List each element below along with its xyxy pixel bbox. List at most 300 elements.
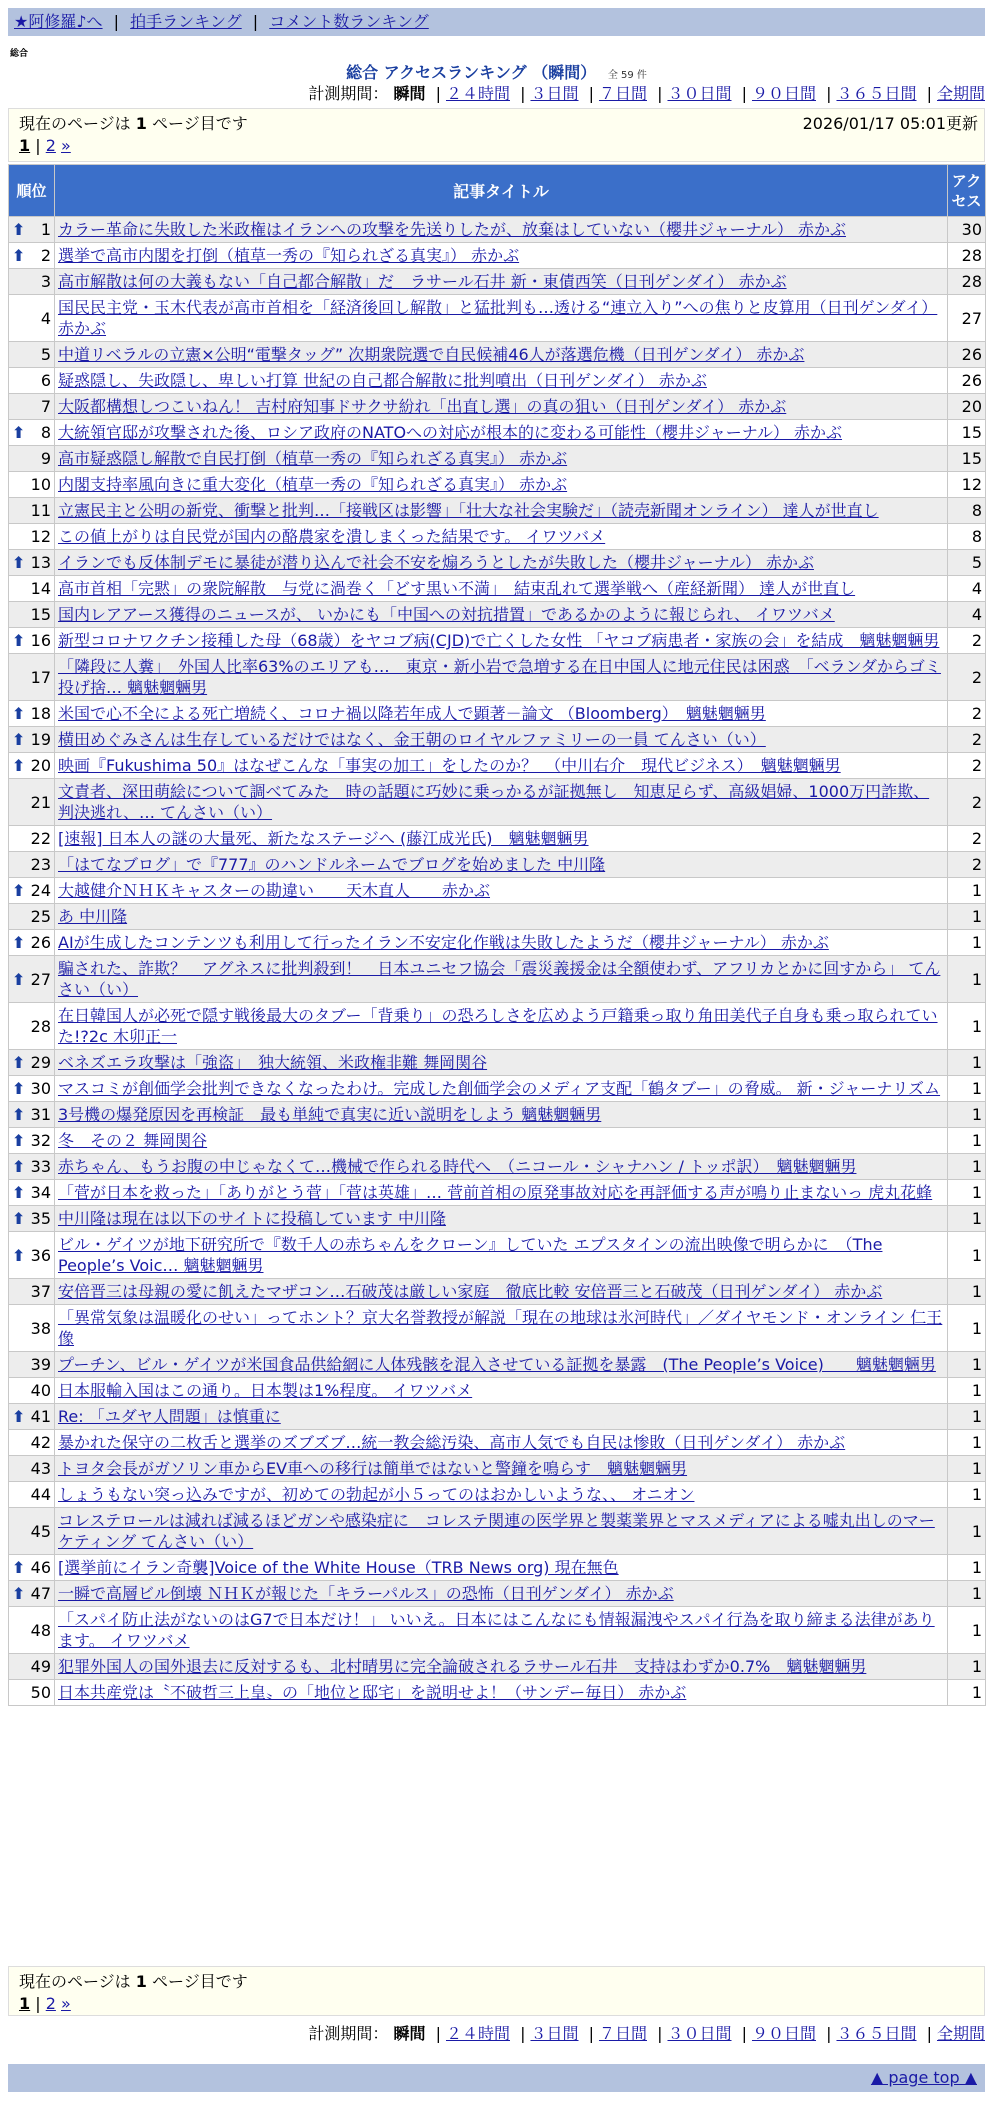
title-cell: [55, 1680, 948, 1706]
access-count: 2: [948, 852, 986, 878]
current-page-text: 現在のページは 1 ページ目です: [19, 114, 248, 133]
page-1-current: 1: [19, 136, 31, 155]
rank-number: 32: [30, 1131, 51, 1150]
access-count: 15: [948, 446, 986, 472]
rank-cell: [9, 878, 55, 904]
article-title-link[interactable]: 騙された、詐欺？ アグネスに批判殺到！ 日本ユニセフ協会「震災義援金は全額使わず、アフリカとかに回すから」 てんさい（い）: [58, 959, 941, 999]
title-cell: [55, 1003, 948, 1050]
access-count: 1: [948, 1180, 986, 1206]
up-arrow-icon: ⬆: [12, 881, 26, 900]
article-title-link[interactable]: 「隣段に人糞」 外国人比率63%のエリアも… 東京・新小岩で急増する在日中国人に地元住民は困惑 「ベランダからゴミ投げ捨… 魑魅魍魎男: [58, 657, 941, 697]
rank-number: 39: [30, 1355, 51, 1374]
article-title-link[interactable]: 一瞬で高層ビル倒壊 ＮＨＫが報じた「キラーパルス」の恐怖（日刊ゲンダイ） 赤かぶ: [58, 1584, 674, 1603]
table-row: [9, 1482, 986, 1508]
title-cell: [55, 1404, 948, 1430]
rank-cell: [9, 472, 55, 498]
article-title-link[interactable]: 米国で心不全による死亡増続く、コロナ禍以降若年成人で顕著－論文 （Bloomberg） 魑魅魍魎男: [58, 704, 766, 723]
rank-cell: [9, 727, 55, 753]
access-count: 2: [948, 779, 986, 826]
up-arrow-icon: ⬆: [12, 1053, 26, 1072]
period-label: 計測期間：: [308, 84, 389, 103]
table-row: [9, 524, 986, 550]
table-row: [9, 1206, 986, 1232]
page-2-link[interactable]: 2: [45, 136, 56, 155]
access-count: 15: [948, 420, 986, 446]
title-cell: [55, 1076, 948, 1102]
title-cell: [55, 727, 948, 753]
rank-number: 48: [30, 1620, 51, 1640]
table-row: [9, 826, 986, 852]
period-7d-link[interactable]: ７日間: [598, 84, 647, 103]
period-label: 計測期間：: [308, 2024, 389, 2043]
rank-number: 7: [40, 397, 51, 416]
table-row: [9, 420, 986, 446]
up-arrow-icon: ⬆: [12, 704, 26, 723]
rank-cell: [9, 956, 55, 1003]
table-row: [9, 498, 986, 524]
rank-cell: [9, 420, 55, 446]
article-title-link[interactable]: AIが生成したコンテンツも利用して行ったイラン不安定化作戦は失敗したようだ（櫻井ジャーナル） 赤かぶ: [58, 933, 829, 952]
pager-bottom: [8, 1966, 985, 2016]
title-cell: [55, 420, 948, 446]
access-count: 1: [948, 1581, 986, 1607]
rank-cell: [9, 1508, 55, 1555]
article-title-link[interactable]: 横田めぐみさんは生存しているだけではなく、金王朝のロイヤルファミリーの一員 てんさい（い）: [58, 730, 766, 749]
article-title-link[interactable]: 安倍晋三は母親の愛に飢えたマザコン…石破茂は厳しい家庭 徹底比較 安倍晋三と石破茂（日刊ゲンダイ） 赤かぶ: [58, 1282, 883, 1301]
article-title-link[interactable]: あ 中川隆: [58, 907, 128, 926]
rank-number: 29: [30, 1053, 51, 1072]
table-row: [9, 1508, 986, 1555]
rank-header: 順位: [9, 165, 55, 217]
title-cell: [55, 1232, 948, 1279]
period-current: 瞬間: [393, 84, 426, 103]
page-1-current: 1: [19, 1994, 31, 2013]
rank-number: 14: [30, 579, 51, 598]
rank-cell: [9, 779, 55, 826]
table-row: [9, 753, 986, 779]
rank-cell: [9, 1607, 55, 1654]
up-arrow-icon: ⬆: [12, 756, 26, 775]
rank-cell: [9, 1352, 55, 1378]
rank-number: 35: [30, 1209, 51, 1228]
rank-number: 38: [30, 1318, 51, 1338]
rank-number: 44: [30, 1485, 51, 1504]
article-title-link[interactable]: 文責者、深田萌絵について調べてみた 時の話題に巧妙に乗っかるが証拠無し 知恵足らず、高級娼婦、1000万円詐欺、判決逃れ、… てんさい（い）: [58, 782, 930, 822]
period-90d-link[interactable]: ９０日間: [751, 84, 816, 103]
bottom-bar: [8, 2064, 985, 2092]
article-title-link[interactable]: トヨタ会長がガソリン車からEV車への移行は簡単ではないと警鐘を鳴らす 魑魅魍魎男: [58, 1459, 688, 1478]
title-cell: [55, 602, 948, 628]
table-row: [9, 1232, 986, 1279]
access-count: 8: [948, 524, 986, 550]
rank-cell: [9, 930, 55, 956]
access-count: 1: [948, 1102, 986, 1128]
article-title-link[interactable]: 高市解散は何の大義もない「自己都合解散」だ ラサール石井 新・東債西笑（日刊ゲンダイ） 赤かぶ: [58, 272, 787, 291]
nav-separator: |: [252, 12, 259, 31]
access-count: 8: [948, 498, 986, 524]
rank-number: 3: [40, 272, 51, 291]
title-cell: [55, 654, 948, 701]
rank-number: 5: [40, 345, 51, 364]
rank-number: 10: [30, 475, 51, 494]
rank-cell: [9, 498, 55, 524]
access-count: 28: [948, 243, 986, 269]
title-cell: [55, 852, 948, 878]
title-cell: [55, 1581, 948, 1607]
article-title-link[interactable]: 「はてなブログ」で『777』のハンドルネームでブログを始めました 中川隆: [58, 855, 606, 874]
title-cell: [55, 550, 948, 576]
rank-cell: [9, 1154, 55, 1180]
period-24h-link[interactable]: ２４時間: [445, 84, 510, 103]
access-header: アクセス: [948, 165, 986, 217]
rank-number: 28: [30, 1016, 51, 1036]
page-links: 1 | 2 »: [19, 136, 71, 155]
access-count: 1: [948, 1003, 986, 1050]
table-row: [9, 269, 986, 295]
article-title-link[interactable]: 高市疑惑隠し解散で自民打倒（植草一秀の『知られざる真実』） 赤かぶ: [58, 449, 568, 468]
nav-separator: |: [113, 12, 120, 31]
article-title-link[interactable]: この値上がりは自民党が国内の酪農家を潰しまくった結果です。 イワツバメ: [58, 527, 606, 546]
rank-cell: [9, 1430, 55, 1456]
table-row: [9, 628, 986, 654]
access-count: 2: [948, 826, 986, 852]
title-cell: [55, 826, 948, 852]
article-title-link[interactable]: [選挙前にイラン奇襲]Voice of the White House（TRB News org) 現在無色: [58, 1558, 619, 1577]
rank-number: 49: [30, 1657, 51, 1676]
up-arrow-icon: ⬆: [12, 631, 26, 650]
up-arrow-icon: ⬆: [12, 553, 26, 572]
next-page-link[interactable]: »: [61, 136, 71, 155]
rank-number: 41: [30, 1407, 51, 1426]
rank-number: 26: [30, 933, 51, 952]
table-row: [9, 904, 986, 930]
access-count: 1: [948, 1050, 986, 1076]
rank-number: 4: [40, 308, 51, 328]
title-cell: [55, 394, 948, 420]
rank-cell: [9, 904, 55, 930]
rank-number: 1: [40, 220, 51, 239]
period-selector-bottom: 計測期間： 瞬間 | ２４時間 | ３日間 | ７日間 | ３０日間 | ９０日間 | ３６５日間 | 全期間: [308, 2024, 985, 2043]
access-count: 1: [948, 1305, 986, 1352]
rank-cell: [9, 1232, 55, 1279]
up-arrow-icon: ⬆: [12, 1245, 26, 1265]
access-count: 1: [948, 1404, 986, 1430]
rank-number: 42: [30, 1433, 51, 1452]
page-top-link[interactable]: ▲ page top ▲: [870, 2068, 977, 2087]
title-cell: [55, 1430, 948, 1456]
title-cell: [55, 472, 948, 498]
page-title-text: 総合 アクセスランキング （瞬間）: [346, 63, 597, 82]
article-title-link[interactable]: イランでも反体制デモに暴徒が潜り込んで社会不安を煽ろうとしたが失敗した（櫻井ジャーナル） 赤かぶ: [58, 553, 814, 572]
rank-cell: [9, 1555, 55, 1581]
rank-cell: [9, 1581, 55, 1607]
article-title-link[interactable]: ビル・ゲイツが地下研究所で『数千人の赤ちゃんをクローン』していた エプスタインの流出映像で明らかに （The People’s Voic… 魑魅魍魎男: [58, 1235, 883, 1275]
article-title-link[interactable]: 冬 その２ 舞岡関谷: [58, 1131, 208, 1150]
title-cell: [55, 217, 948, 243]
rank-cell: [9, 826, 55, 852]
article-title-link[interactable]: 赤ちゃん、もうお腹の中じゃなくて…機械で作られる時代へ （ニコール・シャナハン / トッポ訳） 魑魅魍魎男: [58, 1157, 857, 1176]
article-title-link[interactable]: ベネズエラ攻撃は「強盗」 独大統領、米政権非難 舞岡関谷: [58, 1053, 488, 1072]
rank-cell: [9, 1654, 55, 1680]
up-arrow-icon: ⬆: [12, 1558, 26, 1577]
title-cell: [55, 1352, 948, 1378]
title-cell: [55, 753, 948, 779]
article-title-link[interactable]: マスコミが創価学会批判できなくなったわけ。完成した創価学会のメディア支配「鶴タブー」の脅威。 新・ジャーナリズム: [58, 1079, 941, 1098]
table-row: [9, 654, 986, 701]
access-count: 2: [948, 628, 986, 654]
access-count: 26: [948, 368, 986, 394]
comment-ranking-link[interactable]: コメント数ランキング: [269, 12, 429, 31]
title-cell: [55, 930, 948, 956]
article-title-link[interactable]: 中道リベラルの立憲×公明“電撃タッグ” 次期衆院選で自民候補46人が落選危機（日刊ゲンダイ） 赤かぶ: [58, 345, 805, 364]
rank-cell: [9, 524, 55, 550]
title-cell: [55, 295, 948, 342]
access-count: 2: [948, 654, 986, 701]
rank-number: 11: [30, 501, 51, 520]
article-title-link[interactable]: 高市首相「完黙」の衆院解散 与党に渦巻く「どす黒い不満」 結束乱れて選挙戦へ（産経新聞） 達人が世直し: [58, 579, 856, 598]
access-count: 28: [948, 269, 986, 295]
article-title-link[interactable]: [速報] 日本人の謎の大量死、新たなステージへ (藤江成光氏) 魑魅魍魎男: [58, 829, 589, 848]
article-title-link[interactable]: 内閣支持率風向きに重大変化（植草一秀の『知られざる真実』） 赤かぶ: [58, 475, 568, 494]
article-title-link[interactable]: 大越健介ＮＨＫキャスターの勘違い 天木直人 赤かぶ: [58, 881, 491, 900]
access-count: 27: [948, 295, 986, 342]
rank-number: 43: [30, 1459, 51, 1478]
rank-cell: [9, 368, 55, 394]
access-count: 2: [948, 727, 986, 753]
rank-number: 46: [30, 1558, 51, 1577]
table-row: [9, 1581, 986, 1607]
period-3d-link[interactable]: ３日間: [530, 2024, 579, 2043]
title-cell: [55, 1180, 948, 1206]
table-row: [9, 878, 986, 904]
rank-cell: [9, 269, 55, 295]
article-title-link[interactable]: 在日韓国人が必死で隠す戦後最大のタブー「背乗り」の恐ろしさを広めよう戸籍乗っ取り角田美代子自身も乗っ取られていた!?2c 木卯正一: [58, 1006, 938, 1046]
article-title-link[interactable]: 「異常気象は温暖化のせい」ってホント？京大名誉教授が解説「現在の地球は氷河時代」／ダイヤモンド・オンライン 仁王像: [58, 1308, 943, 1348]
updated-timestamp: 2026/01/17 05:01更新: [802, 114, 978, 133]
access-count: 20: [948, 394, 986, 420]
title-cell: [55, 1305, 948, 1352]
access-count: 1: [948, 930, 986, 956]
clap-ranking-link[interactable]: 拍手ランキング: [130, 12, 242, 31]
access-count: 4: [948, 602, 986, 628]
up-arrow-icon: ⬆: [12, 220, 26, 239]
table-row: [9, 602, 986, 628]
article-title-link[interactable]: 日本共産党は〝不破哲三上皇〟の「地位と邸宅」を説明せよ！（サンデー毎日） 赤かぶ: [58, 1683, 687, 1702]
period-7d-link[interactable]: ７日間: [598, 2024, 647, 2043]
access-count: 2: [948, 753, 986, 779]
rank-cell: [9, 1482, 55, 1508]
article-title-link[interactable]: 国民民主党・玉木代表が高市首相を「経済後回し解散」と猛批判も…透ける“連立入り”への焦りと皮算用（日刊ゲンダイ） 赤かぶ: [58, 298, 938, 338]
access-count: 1: [948, 1154, 986, 1180]
article-title-link[interactable]: 新型コロナワクチン接種した母（68歳）をヤコブ病(CJD)で亡くした女性 「ヤコブ病患者・家族の会」を結成 魑魅魍魎男: [58, 631, 940, 650]
access-count: 1: [948, 1279, 986, 1305]
table-row: [9, 1404, 986, 1430]
current-page-text-bottom: 現在のページは 1 ページ目です: [19, 1972, 248, 1991]
title-cell: [55, 1654, 948, 1680]
period-24h-link[interactable]: ２４時間: [445, 2024, 510, 2043]
title-cell: [55, 904, 948, 930]
period-3d-link[interactable]: ３日間: [530, 84, 579, 103]
rank-cell: [9, 394, 55, 420]
rank-number: 45: [30, 1521, 51, 1541]
access-count: 2: [948, 701, 986, 727]
access-count: 5: [948, 550, 986, 576]
page-links-bottom: 1 | 2 »: [19, 1994, 71, 2013]
access-count: 1: [948, 1680, 986, 1706]
rank-cell: [9, 446, 55, 472]
rank-number: 30: [30, 1079, 51, 1098]
title-cell: [55, 628, 948, 654]
article-title-link[interactable]: 疑惑隠し、失政隠し、卑しい打算 世紀の自己都合解散に批判噴出（日刊ゲンダイ） 赤かぶ: [58, 371, 707, 390]
period-30d-link[interactable]: ３０日間: [667, 2024, 732, 2043]
article-title-link[interactable]: 日本服輸入国はこの通り。日本製は1%程度。 イワツバメ: [58, 1381, 473, 1400]
rank-number: 6: [40, 371, 51, 390]
article-title-link[interactable]: 「菅が日本を救った」「ありがとう菅」「菅は英雄」… 菅前首相の原発事故対応を再評価する声が鳴り止まないっ 虎丸花蜂: [58, 1183, 933, 1202]
rank-number: 27: [30, 969, 51, 989]
rank-number: 17: [30, 667, 51, 687]
rank-cell: [9, 1456, 55, 1482]
period-30d-link[interactable]: ３０日間: [667, 84, 732, 103]
table-row: [9, 1102, 986, 1128]
article-title-link[interactable]: 犯罪外国人の国外退去に反対するも、北村晴男に完全論破されるラサール石井 支持はわずか0.7% 魑魅魍魎男: [58, 1657, 867, 1676]
article-title-link[interactable]: 3号機の爆発原因を再検証 最も単純で真実に近い説明をしよう 魑魅魍魎男: [58, 1105, 602, 1124]
rank-number: 40: [30, 1381, 51, 1400]
table-row: [9, 1378, 986, 1404]
up-arrow-icon: ⬆: [12, 1157, 26, 1176]
article-title-link[interactable]: しょうもない突っ込みですが、初めての勃起が小５ってのはおかしいような、、 オニオン: [58, 1485, 695, 1504]
table-row: [9, 701, 986, 727]
rank-cell: [9, 576, 55, 602]
period-all-link[interactable]: 全期間: [936, 2024, 985, 2043]
period-90d-link[interactable]: ９０日間: [751, 2024, 816, 2043]
title-cell: [55, 524, 948, 550]
access-count: 1: [948, 878, 986, 904]
access-count: 1: [948, 1482, 986, 1508]
rank-cell: [9, 342, 55, 368]
article-title-link[interactable]: 「スパイ防止法がないのはG7で日本だけ！」 いいえ。日本にはこんなにも情報漏洩やスパイ行為を取り締まる法律があります。 イワツバメ: [58, 1610, 935, 1650]
rank-number: 15: [30, 605, 51, 624]
article-title-link[interactable]: カラー革命に失敗した米政権はイランへの攻撃を先送りしたが、放棄はしていない（櫻井ジャーナル） 赤かぶ: [58, 220, 846, 239]
title-cell: [55, 368, 948, 394]
rank-cell: [9, 852, 55, 878]
article-title-link[interactable]: 国内レアアース獲得のニュースが、 いかにも「中国への対抗措置」であるかのように報じられ、 イワツバメ: [58, 605, 835, 624]
up-arrow-icon: ⬆: [12, 423, 26, 442]
title-cell: [55, 701, 948, 727]
article-title-link[interactable]: 映画『Fukushima 50』はなぜこんな「事実の加工」をしたのか？ （中川右介 現代ビジネス） 魑魅魍魎男: [58, 756, 841, 775]
article-title-link[interactable]: 暴かれた保守の二枚舌と選挙のズブズブ…統一教会総汚染、高市人気でも自民は惨敗（日刊ゲンダイ） 赤かぶ: [58, 1433, 846, 1452]
ranking-table-body: [9, 217, 986, 1706]
rank-number: 8: [40, 423, 51, 442]
access-count: 12: [948, 472, 986, 498]
access-count: 4: [948, 576, 986, 602]
article-title-link[interactable]: 大阪都構想しつこいねん！ 吉村府知事ドサクサ紛れ「出直し選」の真の狙い（日刊ゲンダイ） 赤かぶ: [58, 397, 787, 416]
up-arrow-icon: ⬆: [12, 730, 26, 749]
rank-number: 50: [30, 1683, 51, 1702]
rank-cell: [9, 1050, 55, 1076]
next-page-link[interactable]: »: [61, 1994, 71, 2013]
access-count: 1: [948, 904, 986, 930]
title-cell: [55, 956, 948, 1003]
title-cell: [55, 1482, 948, 1508]
rank-number: 23: [30, 855, 51, 874]
title-cell: [55, 1607, 948, 1654]
period-365d-link[interactable]: ３６５日間: [836, 2024, 917, 2043]
rank-cell: [9, 217, 55, 243]
top-nav-bar: [8, 8, 985, 36]
table-row: [9, 446, 986, 472]
title-cell: [55, 1128, 948, 1154]
table-row: [9, 1430, 986, 1456]
period-365d-link[interactable]: ３６５日間: [836, 84, 917, 103]
rank-number: 36: [30, 1245, 51, 1265]
table-row: [9, 1076, 986, 1102]
title-cell: [55, 1508, 948, 1555]
article-title-link[interactable]: Re: 「ユダヤ人問題」は慎重に: [58, 1407, 281, 1426]
home-link[interactable]: ★阿修羅♪へ: [14, 12, 103, 31]
article-title-link[interactable]: 立憲民主と公明の新党、衝撃と批判…「接戦区は影響」「壮大な社会実験だ」（読売新聞オンライン） 達人が世直し: [58, 501, 879, 520]
period-selector-top: 計測期間： 瞬間 | ２４時間 | ３日間 | ７日間 | ３０日間 | ９０日間 | ３６５日間 | 全期間: [308, 84, 985, 103]
table-row: [9, 727, 986, 753]
rank-cell: [9, 628, 55, 654]
up-arrow-icon: ⬆: [12, 1183, 26, 1202]
period-current: 瞬間: [393, 2024, 426, 2043]
page-2-link[interactable]: 2: [45, 1994, 56, 2013]
table-row: [9, 1128, 986, 1154]
access-count: 1: [948, 1378, 986, 1404]
title-cell: [55, 1154, 948, 1180]
title-cell: [55, 1206, 948, 1232]
table-row: [9, 1555, 986, 1581]
table-row: [9, 295, 986, 342]
title-cell: [55, 342, 948, 368]
rank-number: 21: [30, 792, 51, 812]
period-all-link[interactable]: 全期間: [936, 84, 985, 103]
article-title-link[interactable]: 中川隆は現在は以下のサイトに投稿しています 中川隆: [58, 1209, 446, 1228]
title-cell: [55, 878, 948, 904]
article-title-link[interactable]: 選挙で高市内閣を打倒（植草一秀の『知られざる真実』） 赤かぶ: [58, 246, 520, 265]
table-row: [9, 217, 986, 243]
access-count: 1: [948, 1508, 986, 1555]
title-cell: [55, 1279, 948, 1305]
access-count: 1: [948, 1352, 986, 1378]
rank-cell: [9, 753, 55, 779]
rank-number: 22: [30, 829, 51, 848]
table-row: [9, 550, 986, 576]
title-cell: [55, 269, 948, 295]
table-row: [9, 1352, 986, 1378]
rank-number: 25: [30, 907, 51, 926]
access-count: 30: [948, 217, 986, 243]
rank-cell: [9, 1128, 55, 1154]
access-count: 1: [948, 1232, 986, 1279]
article-title-link[interactable]: プーチン、ビル・ゲイツが米国食品供給網に人体残骸を混入させている証拠を暴露 (The People’s Voice) 魑魅魍魎男: [58, 1355, 936, 1374]
title-cell: [55, 243, 948, 269]
rank-cell: [9, 1180, 55, 1206]
up-arrow-icon: ⬆: [12, 1209, 26, 1228]
pager-top: [8, 108, 985, 162]
table-row: [9, 779, 986, 826]
up-arrow-icon: ⬆: [12, 1079, 26, 1098]
rank-cell: [9, 654, 55, 701]
table-row: [9, 1654, 986, 1680]
article-title-link[interactable]: 大統領官邸が攻撃された後、ロシア政府のNATOへの対応が根本的に変わる可能性（櫻井ジャーナル） 赤かぶ: [58, 423, 843, 442]
up-arrow-icon: ⬆: [12, 1407, 26, 1426]
rank-number: 47: [30, 1584, 51, 1603]
article-title-link[interactable]: コレステロールは減れば減るほどガンや感染症に コレステ関連の医学界と製薬業界とマスメディアによる嘘丸出しのマーケティング てんさい（い）: [58, 1511, 935, 1551]
up-arrow-icon: ⬆: [12, 969, 26, 989]
up-arrow-icon: ⬆: [12, 246, 26, 265]
access-count: 1: [948, 1128, 986, 1154]
